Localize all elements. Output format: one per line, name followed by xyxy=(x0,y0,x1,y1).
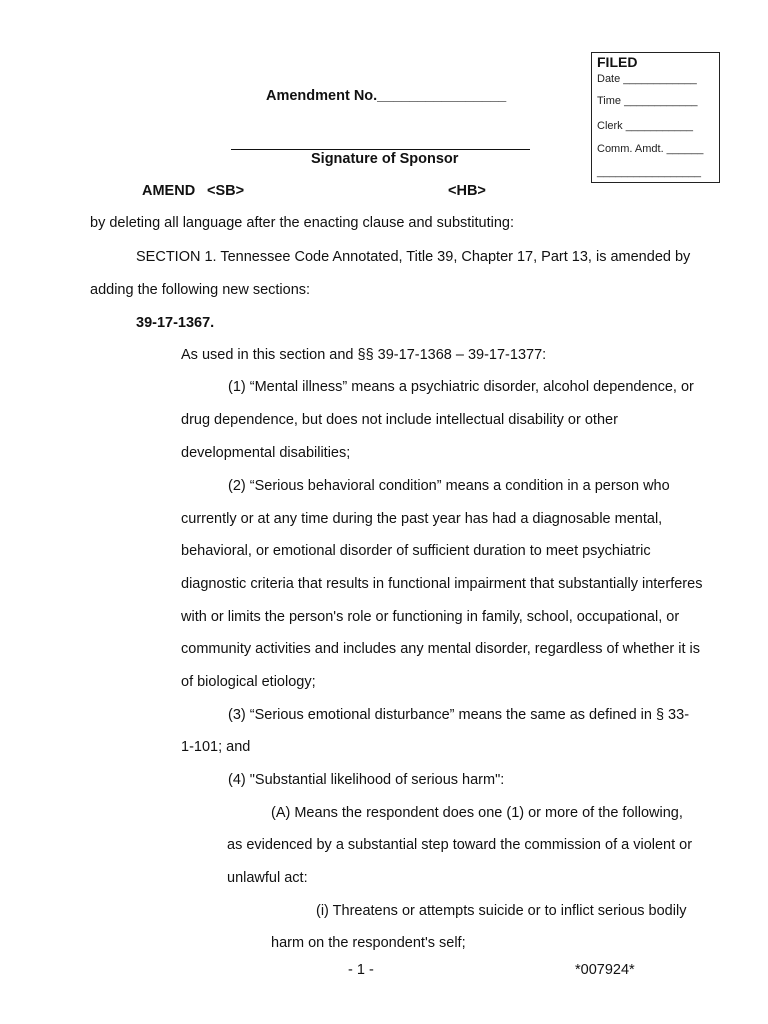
def1-line3: developmental disabilities; xyxy=(181,445,351,461)
filed-date-row: Date ____________ xyxy=(597,73,697,85)
defA-line2: as evidenced by a substantial step toward the commission of a violent or xyxy=(227,837,693,853)
amend-label: AMEND xyxy=(142,183,196,199)
def1-line1: (1) “Mental illness” means a psychiatric disorder, alcohol dependence, or xyxy=(228,379,694,395)
def3-line1: (3) “Serious emotional disturbance” means the same as defined in § 33- xyxy=(228,707,690,723)
document-id: *007924* xyxy=(575,962,635,978)
def4-line1: (4) "Substantial likelihood of serious harm": xyxy=(228,772,505,788)
def3-line2: 1-101; and xyxy=(181,739,251,755)
filed-title: FILED xyxy=(597,54,638,70)
filed-box xyxy=(591,52,720,183)
page-number: - 1 - xyxy=(348,962,374,978)
def2-line7: of biological etiology; xyxy=(181,674,316,690)
defA-line3: unlawful act: xyxy=(227,870,308,886)
sb-label: <SB> xyxy=(207,183,245,199)
def2-line6: community activities and includes any mental disorder, regardless of whether it is xyxy=(181,641,701,657)
def2-line4: diagnostic criteria that results in functional impairment that substantially interferes xyxy=(181,576,703,592)
hb-label: <HB> xyxy=(448,183,486,199)
section1-line1: SECTION 1. Tennessee Code Annotated, Title 39, Chapter 17, Part 13, is amended by xyxy=(136,249,691,265)
defi-line2: harm on the respondent's self; xyxy=(271,935,466,951)
intro-text: by deleting all language after the enacting clause and substituting: xyxy=(90,215,515,231)
signature-of-sponsor: Signature of Sponsor xyxy=(311,151,459,167)
defA-line1: (A) Means the respondent does one (1) or more of the following, xyxy=(271,805,683,821)
filed-blank-row: _________________ xyxy=(597,166,702,178)
filed-clerk-row: Clerk ___________ xyxy=(597,120,694,132)
def1-line2: drug dependence, but does not include intellectual disability or other xyxy=(181,412,618,428)
def2-line2: currently or at any time during the past year has had a diagnosable mental, xyxy=(181,511,663,527)
def2-line5: with or limits the person's role or functioning in family, school, occupational, or xyxy=(181,609,680,625)
amendment-number: Amendment No.________________ xyxy=(266,88,507,104)
signature-line xyxy=(231,149,530,150)
section1-line2: adding the following new sections: xyxy=(90,282,311,298)
def2-line3: behavioral, or emotional disorder of sufficient duration to meet psychiatric xyxy=(181,543,651,559)
section-number: 39-17-1367. xyxy=(136,315,215,331)
filed-comm-amdt-row: Comm. Amdt. ______ xyxy=(597,143,704,155)
def2-line1: (2) “Serious behavioral condition” means a condition in a person who xyxy=(228,478,670,494)
as-used-text: As used in this section and §§ 39-17-1368 – 39-17-1377: xyxy=(181,347,547,363)
filed-time-row: Time ____________ xyxy=(597,95,698,107)
defi-line1: (i) Threatens or attempts suicide or to inflict serious bodily xyxy=(316,903,687,919)
